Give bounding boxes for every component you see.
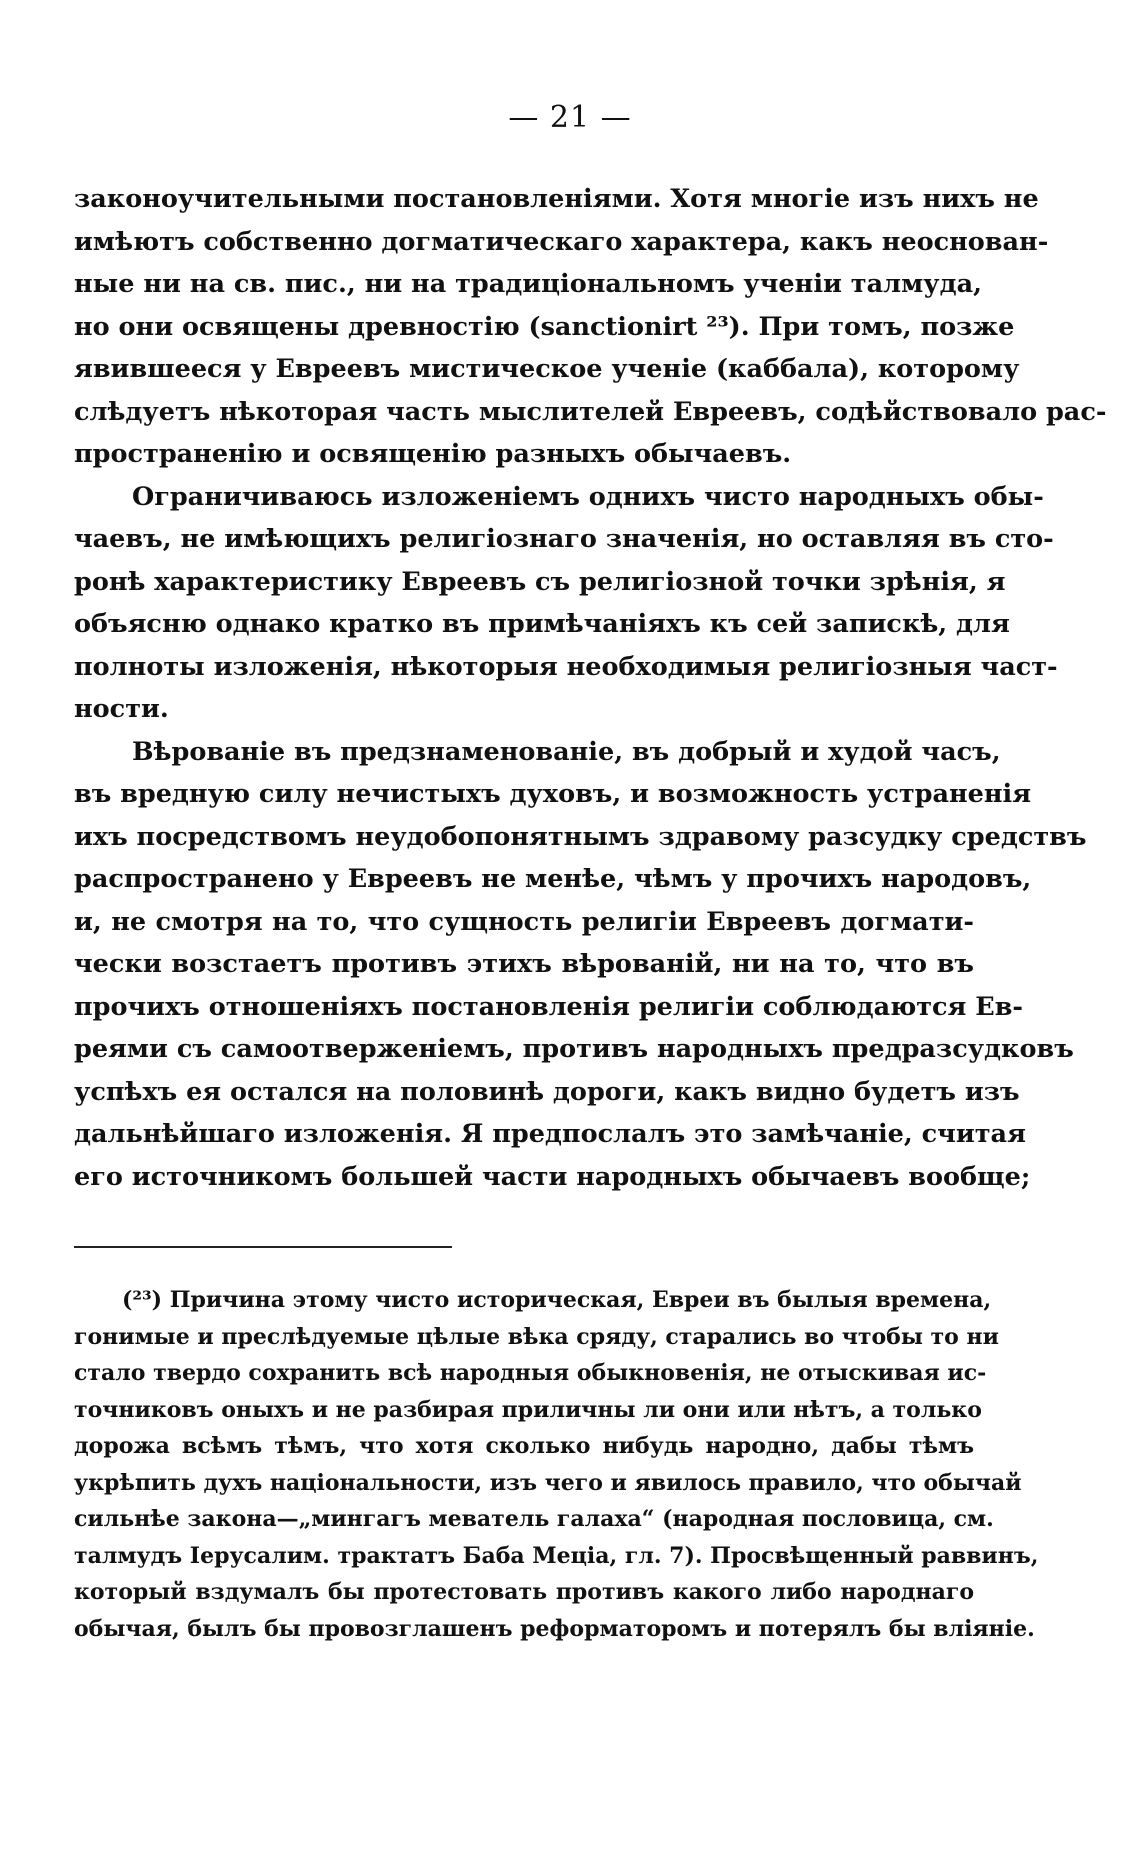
footnote-line: дорожа всѣмъ тѣмъ, что хотя сколько нибудь народно, дабы тѣмъ xyxy=(74,1433,974,1459)
text-line: въ вредную силу нечистыхъ духовъ, и возможность устраненія xyxy=(74,779,1032,809)
text-line: полноты изложенія, нѣкоторыя необходимыя религіозныя част- xyxy=(74,651,1058,682)
text-line: законоучительными постановленіями. Хотя многіе изъ нихъ не xyxy=(74,184,1039,214)
text-line: прочихъ отношеніяхъ постановленія религіи соблюдаются Ев- xyxy=(74,991,1024,1022)
footnote-line: стало твердо сохранить всѣ народныя обыкновенія, не отыскивая ис- xyxy=(74,1360,987,1386)
footnote-line: сильнѣе закона—„мингагъ меватель галаха“ (народная пословица, см. xyxy=(74,1506,994,1532)
footnote-line: талмудъ Іерусалим. трактатъ Баба Меціа, гл. 7). Просвѣщенный раввинъ, xyxy=(74,1542,1039,1569)
footnote-23 xyxy=(74,1282,1039,1647)
main-text xyxy=(74,178,1107,1198)
text-line: и, не смотря на то, что сущность религіи Евреевъ догмати- xyxy=(74,906,974,937)
footnote-line: который вздумалъ бы протестовать противъ какого либо народнаго xyxy=(74,1579,974,1605)
text-line: чаевъ, не имѣющихъ религіознаго значенія, но оставляя въ сто- xyxy=(74,524,1054,554)
text-line: реями съ самоотверженіемъ, противъ народныхъ предразсудковъ xyxy=(74,1034,1074,1064)
footnote-line: гонимые и преслѣдуемые цѣлые вѣка сряду, старались во чтобы то ни xyxy=(74,1323,999,1350)
text-line: ронѣ характеристику Евреевъ съ религіозной точки зрѣнія, я xyxy=(74,566,1006,597)
paragraph-3 xyxy=(74,731,1087,1199)
text-line: имѣютъ собственно догматическаго характера, какъ неоснован- xyxy=(74,226,1049,257)
text-line: его источникомъ большей части народныхъ обычаевъ вообще; xyxy=(74,1161,1031,1192)
text-line: распространено у Евреевъ не менѣе, чѣмъ у прочихъ народовъ, xyxy=(74,864,1032,894)
footnote-line: обычая, былъ бы провозглашенъ реформаторомъ и потерялъ бы вліяніе. xyxy=(74,1615,1035,1642)
text-line: но они освящены древностію (sanctionirt ²³). При томъ, позже xyxy=(74,311,1015,342)
text-line: слѣдуетъ нѣкоторая часть мыслителей Евреевъ, содѣйствовало рас- xyxy=(74,396,1107,427)
paragraph-2 xyxy=(74,476,1058,731)
text-line: явившееся у Евреевъ мистическое ученіе (каббала), которому xyxy=(74,354,1020,384)
text-line: успѣхъ ея остался на половинѣ дороги, какъ видно будетъ изъ xyxy=(74,1076,1020,1107)
footnote-marker: (²³) xyxy=(122,1287,163,1313)
text-line: ные ни на св. пис., ни на традиціональномъ ученіи талмуда, xyxy=(74,269,982,299)
page-number: — 21 — xyxy=(508,100,632,135)
footnote-divider xyxy=(74,1246,452,1248)
text-line: ности. xyxy=(74,694,169,724)
text-line: дальнѣйшаго изложенія. Я предпослалъ это замѣчаніе, считая xyxy=(74,1119,1026,1149)
text-line: объясню однако кратко въ примѣчаніяхъ къ сей запискѣ, для xyxy=(74,609,1010,639)
footnote-line: укрѣпить духъ національности, изъ чего и явилось правило, что обычай xyxy=(74,1469,1022,1496)
footnote-line xyxy=(74,1282,992,1319)
text-line: Ограничиваюсь изложеніемъ однихъ чисто народныхъ обы- xyxy=(132,481,1044,512)
text-line: Вѣрованіе въ предзнаменованіе, въ добрый и худой часъ, xyxy=(132,736,1001,767)
text-line: пространенію и освященію разныхъ обычаевъ. xyxy=(74,439,792,469)
paragraph-1 xyxy=(74,178,1107,476)
footnote-text: Причина этому чисто историческая, Евреи въ былыя времена, xyxy=(169,1287,992,1313)
text-line: чески возстаетъ противъ этихъ вѣрованій, ни на то, что въ xyxy=(74,949,974,979)
text-line: ихъ посредствомъ неудобопонятнымъ здравому разсудку средствъ xyxy=(74,821,1087,852)
footnote-line: точниковъ оныхъ и не разбирая приличны ли они или нѣтъ, а только xyxy=(74,1396,982,1423)
